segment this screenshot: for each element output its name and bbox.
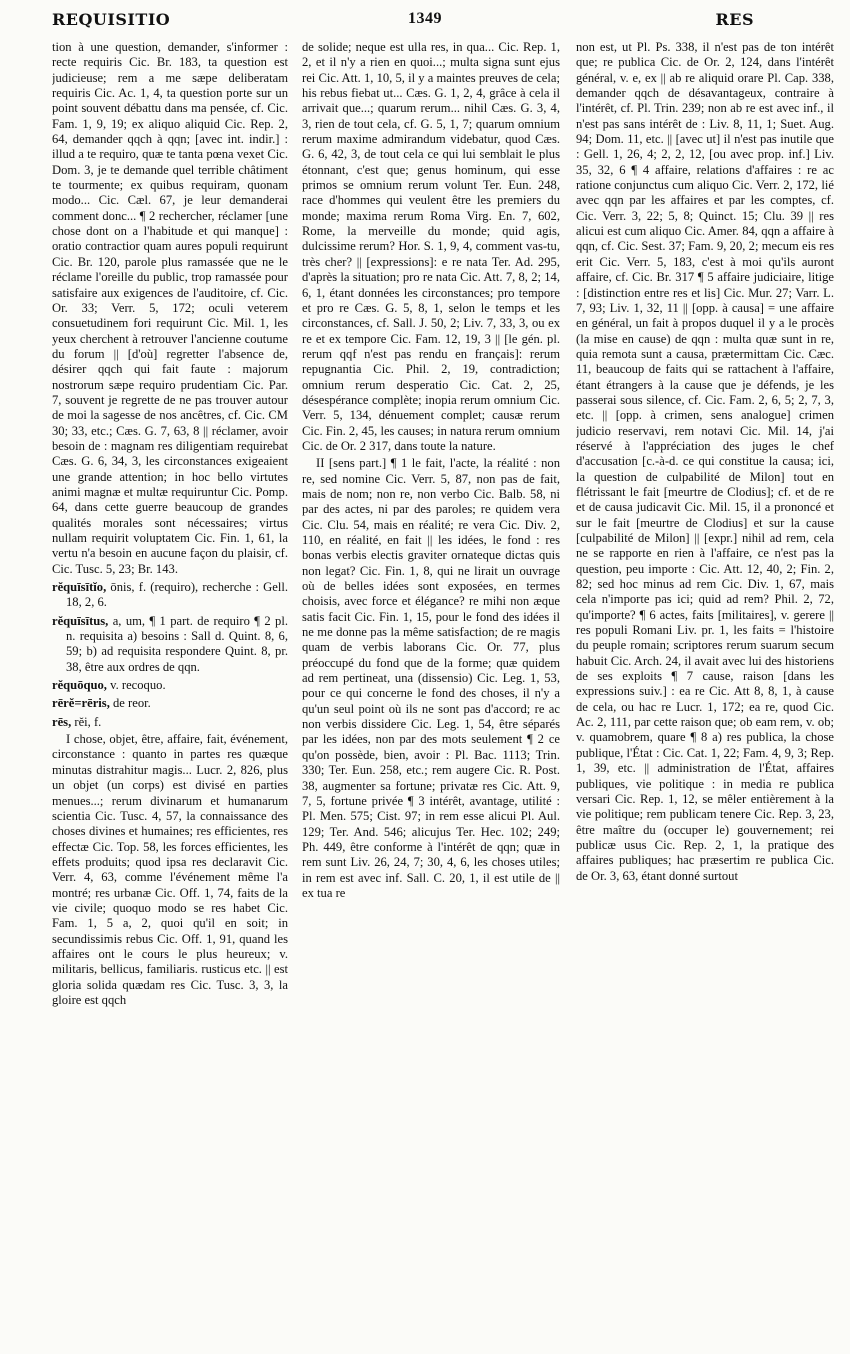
sense-paragraph: II [sens part.] ¶ 1 le fait, l'acte, la réalité : non re, sed nomine Cic. Verr. 5, 87, non pas de fait, mais de nom; non re, non verbo Cic. Balb. 58, ni par des actes, ni par des paroles; re quidem vera Cic. Clu. 54, mais en réalité; re vera Cic. Div. 2, 110, en réalité, en fait || les idées, le fond : res bonas verbis electis graviter ornateque dictas quis non legat? Cic. Fin. 1, 8, qui ne lirait un ouvrage où de belles idées sont exposées, en termes choisis, avec force et élégance? re mihi non æque satis facit Cic. Fin. 1, 15, pour le fond des idées il ne me donne pas la même satisfaction; de re magis quam de verbis laborans Cic. Or. 77, plus préoccupé du fond que de la forme; quæ quidem ad rem pertineat, una (dissensio) Cic. Leg. 1, 53, pour ce qui concerne le fond des choses, il n'y a qu'un seul point où ils ne sont pas d'accord; re ac non verbis dissidere Cic. Leg. 1, 54, être séparés par les idées, non par des mots seulement ¶ 2 ce qu'on possède, bien, avoir : Pl. Bac. 1113; Trin. 330; Ter. Eun. 258, etc.; rem augere Cic. R. Post. 38, augmenter sa fortune; privatæ res Cic. Att. 9, 7, 5, fortune privée ¶ 3 intérêt, avantage, utilité : Pl. Men. 575; Cist. 97; in rem esse alicui Pl. Aul. 129; Ter. And. 546; alicujus Ter. Hec. 102; 249; Ph. 449, être conforme à l'intérêt de qqn; quæ in rem sunt Liv. 26, 24, 7; 30, 4, 6, les choses utiles; in rem est avec inf. Sall. C. 20, 1, il est utile de || ex tua re bbox=[302, 456, 560, 900]
dictionary-entry: rērĕ=rēris, de reor. bbox=[52, 696, 151, 711]
dictionary-entry: rēs, rĕi, f. bbox=[52, 714, 102, 729]
running-head-left: REQUISITIO bbox=[52, 10, 171, 29]
sense-paragraph: I chose, objet, être, affaire, fait, événement, circonstance : quanto in partes res quæque minutas distrahitur magis... Lucr. 2, 826, plus un objet (un corps) est divisé en parties menues...; rerum divinarum et humanarum scientia Cic. Tusc. 4, 57, la connaissance des choses divines et humaines; res efficientes, res effectæ Cic. Top. 58, les forces efficientes, les effets produits; quod ipsa res declaravit Cic. Verr. 4, 63, comme l'événement même l'a montré; res urbanæ Cic. Off. 1, 74, faits de la vie civile; quoquo modo se res habet Cic. Fam. 1, 5 a, 2, quoi qu'il en soit; in secundissimis rebus Cic. Off. 1, 91, quand les affaires ont le cours le plus heureux; v. militaris, bellicus, familiaris. rusticus etc. || est gloria solida quædam res Cic. Tusc. 3, 3, la gloire est qqch bbox=[52, 732, 288, 1007]
entry-continuation: de solide; neque est ulla res, in qua... Cic. Rep. 1, 2, et il n'y a rien en quoi...; multa signa sunt ejus rei Cic. Att. 1, 10, 5, il y a maintes preuves de cela; his rebus fiebat ut... Cæs. G. 1, 2, 4, grâce à cela il arrivait que...; quarum rerum... nihil Cæs. G. 3, 4, 3, rien de tout cela, cf. G. 5, 1, 7; quarum omnium rerum maxime admirandum videbatur, quod Cæs. G. 6, 42, 3, de tout cela ce qui lui semblait le plus étonnant, c'est que; genus hominum, qui esse primos se omnium rerum volunt Ter. Eun. 248, race d'hommes qui veulent être les premiers du monde; maxima rerum Roma Virg. En. 7, 602, Rome, la merveille du monde; quid agis, dulcissime rerum? Hor. S. 1, 9, 4, comment vas-tu, très cher? || [expressions]: e re nata Ter. Ad. 295, d'après la situation; pro re nata Cic. Att. 7, 8, 2; 14, 6, 1, étant données les circonstances; pro tempore et pro re Cæs. G. 5, 8, 1, selon le temps et les circonstances, cf. Sall. J. 50, 2; Liv. 7, 33, 3, ou ex re et ex tempore Cic. Fam. 12, 19, 3 || [le gén. pl. rerum qqf n'est pas rendu en français]: rerum repugnantia Cic. Phil. 2, 19, contradiction; omnium rerum desperatio Cic. Cat. 2, 25, désespérance complète; inopia rerum omnium Cic. Verr. 5, 134, dénuement complet; causæ rerum Cic. Fin. 2, 45, les causes; in natura rerum omnium Cic. de Or. 2 317, dans toute la nature. bbox=[302, 40, 560, 453]
dictionary-entry: rĕquīsītĭo, ōnis, f. (requiro), recherche : Gell. 18, 2, 6. bbox=[52, 580, 288, 610]
dictionary-entry: rĕquīsītus, a, um, ¶ 1 part. de requiro ¶ 2 pl. n. requisita a) besoins : Sall d. Quint. 8, 6, 59; b) ad requisita respondere Quint. 8, pr. 38, être aux ordres de qqn. bbox=[52, 613, 288, 674]
text-column-2 bbox=[302, 40, 560, 1346]
entry-continuation: non est, ut Pl. Ps. 338, il n'est pas de ton intérêt que; re publica Cic. de Or. 2, 124, dans l'intérêt général, v. e, ex || ab re aliquid orare Pl. Cap. 338, demander qqch de désavantageux, contraire à l'intérêt, cf. Pl. Trin. 239; non ab re est avec inf., il n'est pas sans intérêt de : Liv. 8, 11, 1; Suet. Aug. 94; Dom. 11, etc. || [avec ut] il n'est pas inutile que : Gell. 1, 26, 4; 2, 2, 12, [ou avec prop. inf.] Liv. 35, 32, 6 ¶ 4 affaire, relations d'affaires : re ac ratione conjunctus cum aliquo Cic. Verr. 2, 172, lié avec qqn par les affaires et par les comptes, cf. Cic. Verr. 3, 22; 5, 8; Quinct. 15; Clu. 39 || res alicui est cum aliquo Cic. Amer. 84, qqn a affaire à qqn, cf. Cic. Sest. 37; Fam. 9, 20, 2; mecum eis res erit Cic. Verr. 5, 183, c'est à moi qu'ils auront affaire, cf. Cic. Br. 317 ¶ 5 affaire judiciaire, litige : [distinction entre res et lis] Cic. Mur. 27; Varr. L. 7, 93; Liv. 1, 32, 11 || [opp. à causa] = une affaire en général, un fait à propos duquel il y a le procès (la mise en cause) de qqn : multa quæ sunt in re, quia remota sunt a causa, prætermittam Cic. Cæc. 11, beaucoup de faits qui se rattachent à l'affaire, étant étrangers à la cause que je défends, je les passerai sous silence, cf. Cic. Fam. 2, 6, 5; 2, 7, 3, etc. || [opp. à crimen, sens analogue] crimen judicio reservavi, rem notavi Cic. Mil. 14, j'ai réservé à l'appréciation des juges le chef d'accusation [c.-à-d. ce qui constitue la causa; ici, la question de culpabilité de Milon] tout en flétrissant le fait [meurtre de Clodius]; cf. et de re et de causa judicavit Cic. Mil. 15, il a prononcé et sur le fait [meurtre de Clodius] et sur la cause [culpabilité de Milon] || [expr.] nihil ad rem, cela ne se rapporte en rien à l'affaire, ce n'est pas la question, peu importe : Cic. Att. 12, 40, 2; Fin. 2, 82; sed hoc minus ad rem Cic. Div. 1, 67, mais cela n'importe pas ici; quid ad rem? Phil. 2, 72, qu'importe? ¶ 6 actes, faits [militaires], v. gerere || res populi Romani Liv. pr. 1, les faits = l'histoire du peuple romain; scriptores rerum suarum secum habuit Cic. Arch. 24, il avait avec lui des historiens de ses exploits ¶ 7 cause, raison [dans les expressions suiv.] : ea re Cic. Att 8, 8, 1, à cause de cela, ou hac re Lucr. 1, 172; ea re, quod Cic. Ac. 2, 111, par cette raison que; ob eam rem, v. ob; v. quamobrem, quare ¶ 8 a) res publica, la chose publique, l'État : Cic. Cat. 1, 22; Fam. 4, 9, 3; Rep. 1, 39, etc. || administration de l'État, affaires publiques, vie politique : in media re publica versari Cic. Rep. 1, 12, se mêler entièrement à la vie politique; rem publicam tenere Cic. Rep. 3, 23, être maître du (occuper le) gouvernement; rei publicæ usus Cic. Rep. 2, 1, la pratique des affaires publiques; hac præsertim re publica Cic. de Or. 3, 63, étant donné surtout bbox=[576, 40, 834, 883]
entry-headword: rērĕ=rēris, bbox=[52, 696, 110, 711]
entry-headword: rĕquīsītus, bbox=[52, 613, 109, 628]
running-head-right: RES bbox=[715, 10, 754, 29]
dictionary-entry: rĕquōquo, v. recoquo. bbox=[52, 678, 166, 693]
entry-continuation: tion à une question, demander, s'informer : recte requiris Cic. Br. 183, ta question est judicieuse; rem a me sæpe deliberatam requiris Cic. Ac. 1, 4, ta question porte sur un point souvent débattu dans ma pensée, cf. Cic. Fam. 1, 9, 19; ex aliquo aliquid Cic. Rep. 2, 64, demander qqch à qqn; [avec int. indir.] : illud a te requiro, quæ te tanta pœna vexet Cic. Dom. 3, je te demande quel terrible châtiment te tourmente; ex quibus requiram, quonam modo... Cic. Cæl. 67, je leur demanderai comment donc... ¶ 2 rechercher, réclamer [une chose dont on a l'habitude et qui manque] : oratio contractior quam aures populi requirunt Cic. Br. 120, parole plus ramassée que ne le réclame l'oreille du public, trop ramassée pour satisfaire aux exigences de l'auditoire, cf. Cic. Or. 33; Verr. 5, 172; oculi veterem consuetudinem fori requirunt Cic. Mil. 1, les yeux cherchent à retrouver l'ancienne coutume du forum || [d'où] regretter l'absence de, désirer qqch qui fait faute : majorum nostrorum sæpe requiro prudentiam Cic. Par. 7, souvent je regrette de ne pas trouver autour de moi la sagesse de nos ancêtres, cf. Cic. CM 30; 33, etc.; Cæs. G. 7, 63, 8 || réclamer, avoir besoin de : magnam res diligentiam requirebat Cæs. G. 6, 34, 3, les circonstances exigeaient une grande attention; in hoc bello virtutes animi magnæ et multæ requiruntur Cic. Pomp. 64, dans cette guerre beaucoup de grandes qualités morales sont nécessaires; virtus nullam requirit voluptatem Cic. Fin. 1, 61, la vertu n'a besoin en aucune façon du plaisir, cf. Cic. Tusc. 5, 23; Br. 143. bbox=[52, 40, 288, 576]
text-column-3 bbox=[576, 40, 834, 1346]
entry-headword: rĕquōquo, bbox=[52, 678, 107, 693]
page-number: 1349 bbox=[408, 10, 442, 27]
text-column-1 bbox=[52, 40, 288, 1346]
entry-headword: rĕquīsītĭo, bbox=[52, 580, 107, 595]
entry-headword: rēs, bbox=[52, 714, 72, 729]
